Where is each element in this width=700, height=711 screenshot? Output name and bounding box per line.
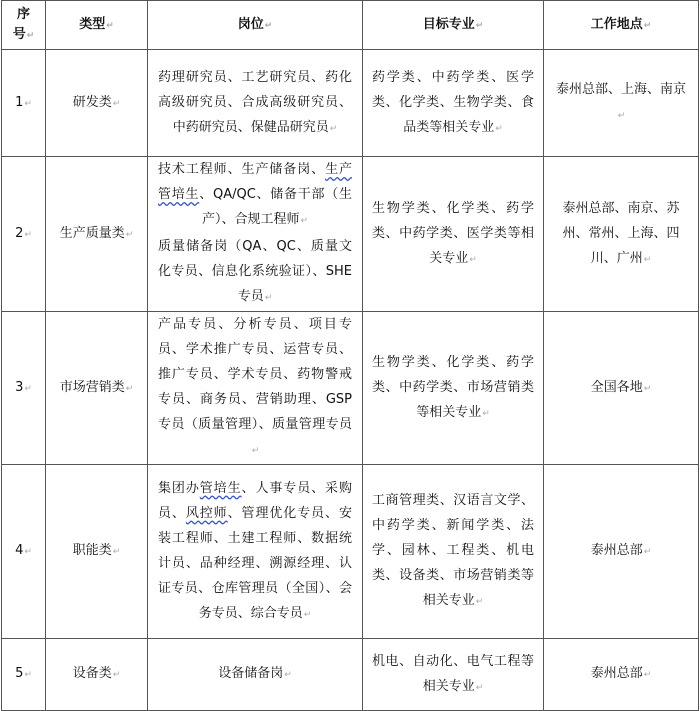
header-type-label: 类型	[79, 16, 106, 32]
row-location	[544, 157, 699, 312]
row-major	[363, 157, 544, 312]
header-location-label: 工作地点	[590, 16, 643, 32]
paragraph-mark-icon: ↵	[643, 670, 652, 680]
location-value: 泰州总部、上海、南京	[555, 82, 686, 97]
table-row	[2, 312, 699, 465]
paragraph-mark-icon: ↵	[112, 670, 121, 680]
row-position	[148, 465, 363, 639]
row-location	[544, 465, 699, 639]
row-type	[46, 465, 148, 639]
row-major	[363, 50, 544, 157]
major-value: 机电、自动化、电气工程等相关专业	[372, 653, 534, 694]
location-value: 泰州总部、南京、苏州、常州、上海、四川、广州	[562, 200, 680, 266]
seq-value: 3	[15, 379, 24, 395]
position-text: 质量储备岗（QA、QC、质量文化专员、信息化系统验证）、SHE 专员	[158, 239, 352, 304]
position-value: 产品专员、分析专员、项目专员、学术推广专员、运营专员、推广专员、学术专员、药物警戒专员、商务员、营销助理、GSP 专员（质量管理）、质量管理专员	[158, 317, 352, 432]
row-location	[544, 312, 699, 465]
paragraph-mark-icon: ↵	[251, 446, 260, 456]
row-type	[46, 157, 148, 312]
paragraph-mark-icon: ↵	[24, 547, 32, 557]
row-seq	[2, 639, 46, 711]
type-value: 研发类	[72, 94, 112, 110]
row-seq	[2, 50, 46, 157]
paragraph-mark-icon: ↵	[112, 547, 121, 557]
header-row	[2, 1, 699, 50]
paragraph-mark-icon: ↵	[24, 670, 32, 680]
row-major	[363, 312, 544, 465]
paragraph-mark-icon: ↵	[264, 293, 273, 303]
paragraph-mark-icon: ↵	[303, 609, 312, 620]
row-major	[363, 639, 544, 711]
paragraph-mark-icon: ↵	[643, 254, 652, 265]
location-value: 泰州总部	[590, 543, 643, 558]
type-value: 设备类	[72, 666, 112, 681]
paragraph-mark-icon: ↵	[475, 682, 484, 693]
paragraph-mark-icon: ↵	[643, 547, 652, 557]
paragraph-mark-icon: ↵	[300, 216, 309, 226]
major-value: 生物学类、化学类、药学类、中药学类、医学类等相关专业	[372, 200, 534, 266]
row-location	[544, 50, 699, 157]
paragraph-mark-icon: ↵	[26, 30, 35, 41]
type-value: 生产质量类	[59, 225, 125, 241]
seq-value: 5	[15, 666, 24, 681]
header-seq-line1: 序	[16, 6, 30, 22]
row-type	[46, 312, 148, 465]
row-position	[148, 50, 363, 157]
paragraph-mark-icon: ↵	[617, 111, 626, 121]
header-type	[46, 1, 148, 50]
major-value: 药学类、中药学类、医学类、化学类、生物学类、食品类等相关专业	[372, 69, 534, 135]
major-value: 工商管理类、汉语言文学、中药学类、新闻学类、法学、园林、工程类、机电类、设备类、市场营销类等相关专业	[372, 493, 534, 608]
table-row	[2, 157, 699, 312]
row-seq	[2, 465, 46, 639]
table-row	[2, 465, 699, 639]
paragraph-mark-icon: ↵	[24, 98, 32, 109]
paragraph-mark-icon: ↵	[643, 383, 652, 394]
row-position	[148, 312, 363, 465]
paragraph-mark-icon: ↵	[112, 98, 121, 109]
paragraph-mark-icon: ↵	[495, 123, 503, 134]
row-seq	[2, 157, 46, 312]
paragraph-mark-icon: ↵	[264, 20, 273, 31]
table-row	[2, 639, 699, 711]
position-text: 、人事专员、采购员、	[158, 480, 352, 521]
seq-value: 2	[15, 225, 24, 241]
paragraph-mark-icon: ↵	[284, 670, 292, 680]
major-value: 生物学类、化学类、药学类、中药学类、市场营销类等相关专业	[372, 354, 534, 420]
paragraph-mark-icon: ↵	[106, 20, 114, 31]
paragraph-mark-icon: ↵	[24, 229, 32, 240]
row-type	[46, 50, 148, 157]
header-major-label: 目标专业	[422, 16, 475, 32]
position-text: 集团办	[158, 480, 200, 496]
paragraph-mark-icon: ↵	[125, 229, 134, 240]
type-value: 职能类	[72, 543, 112, 558]
paragraph-mark-icon: ↵	[329, 123, 338, 134]
location-value: 全国各地	[590, 379, 643, 395]
type-value: 市场营销类	[59, 379, 125, 395]
spellcheck-underlined-text: 风控师	[185, 505, 228, 521]
paragraph-mark-icon: ↵	[643, 20, 652, 31]
header-location	[544, 1, 699, 50]
table-row	[2, 50, 699, 157]
position-value: 设备储备岗	[218, 666, 284, 681]
location-value: 泰州总部	[590, 666, 643, 681]
paragraph-mark-icon: ↵	[24, 383, 32, 394]
spellcheck-underlined-text: 管培生	[199, 480, 242, 496]
paragraph-mark-icon: ↵	[482, 408, 490, 419]
header-position-label: 岗位	[237, 16, 264, 32]
row-seq	[2, 312, 46, 465]
seq-value: 4	[15, 543, 24, 558]
position-text: 技术工程师、生产储备岗、	[158, 162, 326, 177]
row-position	[148, 639, 363, 711]
paragraph-mark-icon: ↵	[469, 254, 477, 265]
seq-value: 1	[15, 94, 24, 110]
row-major	[363, 465, 544, 639]
header-seq-line2: 号	[12, 26, 26, 42]
recruitment-table	[1, 0, 699, 711]
header-seq	[2, 1, 46, 50]
row-position	[148, 157, 363, 312]
header-major	[363, 1, 544, 50]
paragraph-mark-icon: ↵	[475, 597, 484, 607]
position-text: 、QA/QC、储备干部（生产）、合规工程师	[199, 187, 352, 227]
row-location	[544, 639, 699, 711]
spellcheck-underlined-text: 生产管培生	[158, 162, 352, 202]
position-value: 药理研究员、工艺研究员、药化高级研究员、合成高级研究员、中药研究员、保健品研究员	[158, 69, 352, 135]
row-type	[46, 639, 148, 711]
paragraph-mark-icon: ↵	[475, 20, 484, 31]
paragraph-mark-icon: ↵	[125, 383, 134, 394]
header-position	[148, 1, 363, 50]
position-text: 、管理优化专员、安装工程师、土建工程师、数据统计员、品种经理、溯源经理、认证专员、仓库管理员（全国）、会务专员、综合专员	[158, 505, 352, 621]
